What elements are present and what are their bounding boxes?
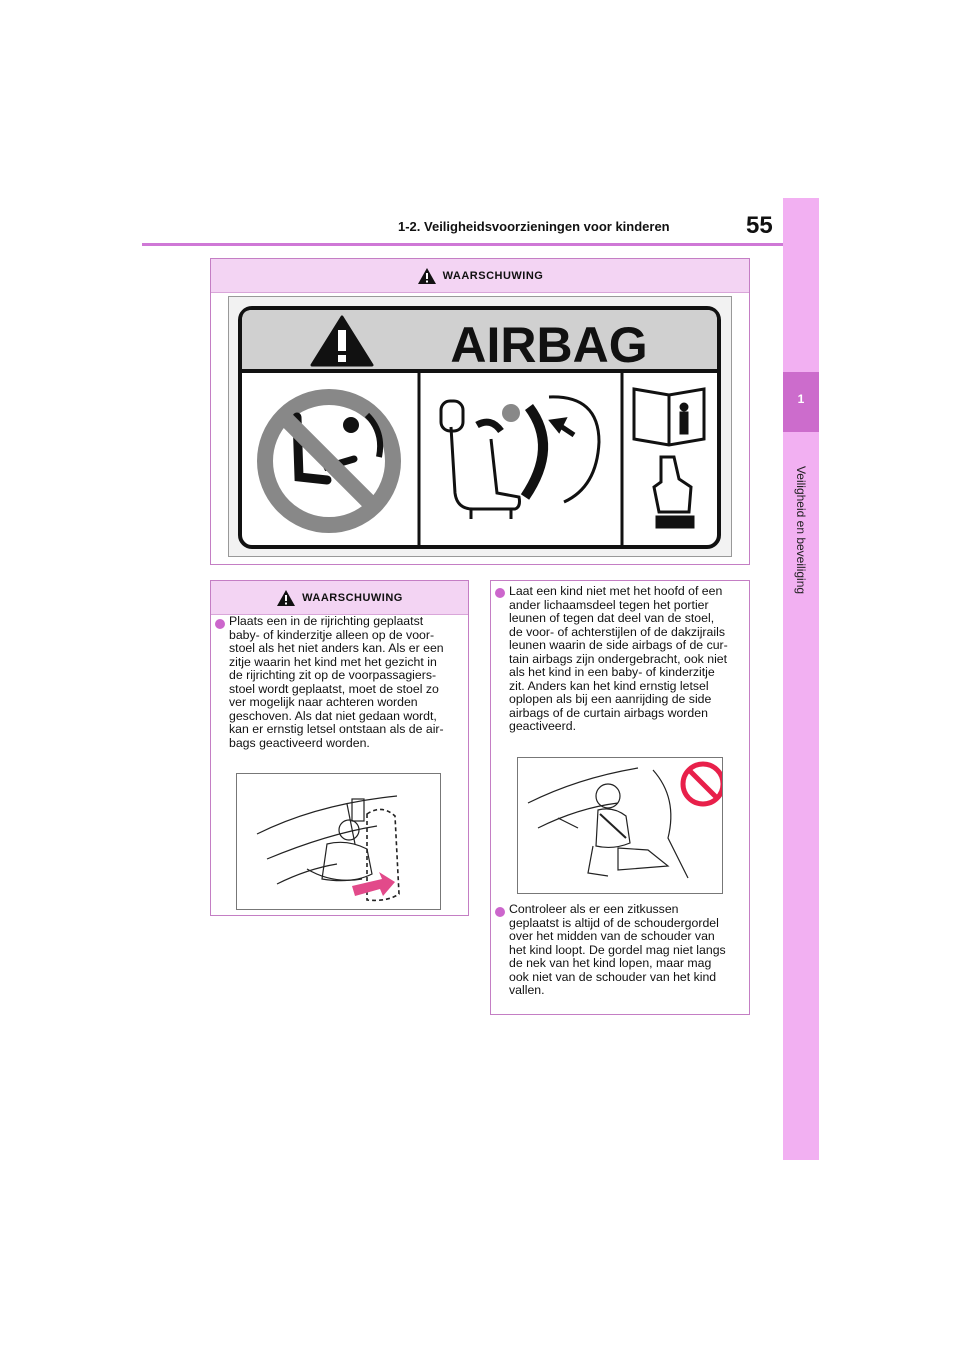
- text-line: bags geactiveerd worden.: [229, 735, 370, 750]
- text-line: leunen waarin de side airbags of de cur-: [509, 638, 728, 652]
- text-line: geplaatst is altijd of de schoudergordel: [509, 915, 719, 930]
- text-line: kan er ernstig letsel ontstaan als de air-: [229, 722, 444, 736]
- text-line: vallen.: [509, 983, 545, 997]
- text-line: Laat een kind niet met het hoofd of een: [509, 584, 723, 598]
- page-number: 55: [746, 212, 773, 239]
- text-line: leunen of tegen dat deel van de stoel,: [509, 611, 715, 625]
- header-rule: [142, 243, 783, 246]
- bullet-icon: [495, 588, 505, 598]
- warning-triangle-icon: [417, 267, 437, 285]
- text-line: de nek van het kind lopen, maar mag: [509, 956, 712, 970]
- side-airbag-warning-text: [509, 585, 747, 734]
- text-line: de voor- of achterstijlen of de dakzijrails: [509, 624, 725, 639]
- text-line: het kind loopt. De gordel mag niet langs: [509, 942, 726, 957]
- text-line: over het midden van de schouder van: [509, 929, 715, 943]
- text-line: airbags of de curtain airbags worden: [509, 705, 708, 720]
- text-line: zit. Anders kan het kind ernstig letsel: [509, 678, 709, 693]
- bullet-icon: [215, 619, 225, 629]
- text-line: zitje waarin het kind met het gezicht in: [229, 654, 437, 669]
- section-title: 1-2. Veiligheidsvoorzieningen voor kinderen: [398, 219, 670, 234]
- text-line: stoel wordt geplaatst, moet de stoel zo: [229, 681, 439, 696]
- text-line: ook niet van de schouder van het kind: [509, 969, 717, 984]
- text-line: de rijrichting zit op de voorpassagiers-: [229, 668, 437, 682]
- text-line: geschoven. Als dat niet gedaan wordt,: [229, 708, 437, 723]
- warning-title: WAARSCHUWING: [302, 591, 403, 604]
- chapter-title: Veiligheid en beveiliging: [794, 465, 808, 595]
- front-seat-warning-text: [229, 615, 465, 750]
- text-line: tain airbags zijn ondergebracht, ook niet: [509, 651, 728, 666]
- booster-seat-illustration: [517, 757, 723, 894]
- text-line: ander lichaamsdeel tegen het portier: [509, 597, 709, 612]
- warning-header: [211, 581, 468, 615]
- text-line: als het kind in een baby- of kinderzitje: [509, 665, 715, 679]
- text-line: Plaats een in de rijrichting geplaatst: [229, 614, 424, 628]
- warning-triangle-icon: [276, 589, 296, 607]
- text-line: baby- of kinderzitje alleen op de voor-: [229, 627, 435, 642]
- text-line: ver mogelijk naar achteren worden: [229, 695, 418, 709]
- text-line: geactiveerd.: [509, 719, 576, 733]
- text-line: Controleer als er een zitkussen: [509, 902, 679, 916]
- warning-title: WAARSCHUWING: [442, 269, 544, 282]
- bullet-icon: [495, 907, 505, 917]
- seatbelt-warning-text: [509, 903, 747, 998]
- warning-header: [211, 259, 749, 293]
- chapter-number: 1: [797, 392, 805, 406]
- text-line: oplopen als bij een aanrijding de side: [509, 692, 712, 706]
- text-line: stoel als het niet anders kan. Als er een: [229, 641, 444, 655]
- chapter-side-tab: [783, 198, 819, 1160]
- airbag-warning-label: [228, 296, 732, 557]
- child-seat-illustration: [236, 773, 441, 910]
- airbag-label-text: AIRBAG: [450, 317, 648, 373]
